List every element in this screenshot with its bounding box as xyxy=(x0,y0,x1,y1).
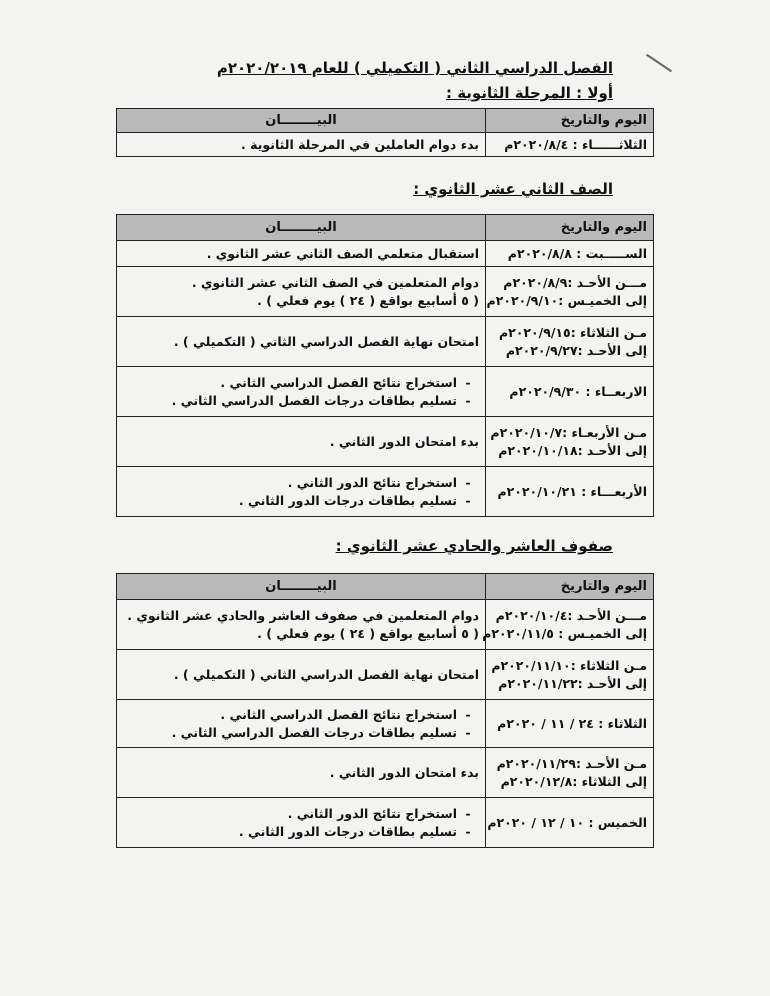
date-line: مـن الأحـد :٢٠٢٠/١١/٢٩م xyxy=(496,755,647,771)
date-line: الاربعــاء : ٢٠٢٠/٩/٣٠م xyxy=(509,383,647,399)
date-line: الثلاثاء : ٢٤ / ١١ / ٢٠٢٠م xyxy=(497,715,647,731)
table-row xyxy=(117,650,654,700)
date-cell xyxy=(486,367,654,417)
description-line: بدء دوام العاملين في المرحلة الثانوية . xyxy=(241,136,479,152)
description-line: امتحان نهاية الفصل الدراسي الثاني ( التكميلي ) . xyxy=(173,666,479,682)
description-cell xyxy=(117,133,486,157)
schedule-table-secondary xyxy=(116,108,654,157)
schedule-table-grade12 xyxy=(116,214,654,517)
description-line: استقبال متعلمي الصف الثاني عشر الثانوي . xyxy=(206,245,479,261)
table-row xyxy=(117,241,654,267)
header-date: اليوم والتاريخ xyxy=(486,109,654,133)
bullet-line: - تسليم بطاقات درجات الدور الثاني . xyxy=(123,492,479,510)
header-description: البيــــــــان xyxy=(117,574,486,600)
table-row xyxy=(117,317,654,367)
table-row xyxy=(117,133,654,157)
date-cell xyxy=(486,748,654,798)
description-line: امتحان نهاية الفصل الدراسي الثاني ( التكميلي ) . xyxy=(173,333,479,349)
description-cell xyxy=(117,748,486,798)
table-row xyxy=(117,417,654,467)
description-cell xyxy=(117,650,486,700)
description-line: ( ٥ أسابيع بواقع ( ٢٤ ) يوم فعلي ) . xyxy=(257,292,479,308)
description-line: بدء امتحان الدور الثاني . xyxy=(329,764,479,780)
date-line: إلى الثلاثاء :٢٠٢٠/١٢/٨م xyxy=(500,773,647,789)
description-cell xyxy=(117,241,486,267)
schedule-table-grades10-11 xyxy=(116,573,654,848)
date-cell xyxy=(486,650,654,700)
section-heading-grades10-11: صفوف العاشر والحادي عشر الثانوي : xyxy=(335,537,613,555)
table-row xyxy=(117,600,654,650)
description-cell xyxy=(117,600,486,650)
date-line: إلى الخميـس : ٢٠٢٠/١١/٥م xyxy=(482,625,647,641)
date-cell xyxy=(482,600,654,650)
bullet-line: - استخراج نتائج الدور الثاني . xyxy=(123,474,479,492)
table-row xyxy=(117,748,654,798)
description-line: دوام المتعلمين في صفوف العاشر والحادي عشر الثانوي . xyxy=(127,607,479,623)
bullet-line: - تسليم بطاقات درجات الفصل الدراسي الثاني . xyxy=(123,724,479,742)
date-line: مـــن الأحـد :٢٠٢٠/٨/٩م xyxy=(503,274,647,290)
date-cell xyxy=(486,798,654,848)
section-heading-grade12: الصف الثاني عشر الثانوي : xyxy=(413,180,613,198)
date-line: مـــن الأحـد :٢٠٢٠/١٠/٤م xyxy=(495,607,647,623)
bullet-line: - استخراج نتائج الفصل الدراسي الثاني . xyxy=(123,374,479,392)
date-line: إلى الأحـد :٢٠٢٠/٩/٢٧م xyxy=(505,342,647,358)
header-description: البيــــــــان xyxy=(117,215,486,241)
date-line: إلى الأحـد :٢٠٢٠/١١/٢٢م xyxy=(498,675,647,691)
date-cell xyxy=(486,241,654,267)
date-cell xyxy=(486,133,654,157)
table-row xyxy=(117,798,654,848)
description-line: دوام المتعلمين في الصف الثاني عشر الثانوي . xyxy=(191,274,479,290)
pen-stroke xyxy=(646,54,672,72)
header-date: اليوم والتاريخ xyxy=(486,215,654,241)
date-cell xyxy=(486,467,654,517)
section-heading-secondary: أولا : المرحلة الثانوية : xyxy=(445,84,613,102)
date-cell xyxy=(486,317,654,367)
table-row xyxy=(117,267,654,317)
table-row xyxy=(117,367,654,417)
date-cell xyxy=(486,267,654,317)
date-line: مـن الثلاثاء :٢٠٢٠/٩/١٥م xyxy=(498,324,647,340)
description-cell xyxy=(117,700,486,748)
description-cell xyxy=(117,798,486,848)
date-line: الثلاثــــــاء : ٢٠٢٠/٨/٤م xyxy=(504,136,647,152)
description-cell xyxy=(117,367,486,417)
description-line: ( ٥ أسابيع بواقع ( ٢٤ ) يوم فعلي ) . xyxy=(257,625,479,641)
date-line: مـن الثلاثاء :٢٠٢٠/١١/١٠م xyxy=(491,657,647,673)
bullet-line: - استخراج نتائج الدور الثاني . xyxy=(123,805,479,823)
table-row xyxy=(117,700,654,748)
date-line: الأربعـــاء : ٢٠٢٠/١٠/٢١م xyxy=(497,483,647,499)
date-line: إلى الأحـد :٢٠٢٠/١٠/١٨م xyxy=(498,442,647,458)
date-cell xyxy=(486,700,654,748)
description-cell xyxy=(117,267,486,317)
date-line: الســـــبت : ٢٠٢٠/٨/٨م xyxy=(507,245,647,261)
date-line: الخميس : ١٠ / ١٢ / ٢٠٢٠م xyxy=(487,814,647,830)
description-cell xyxy=(117,417,486,467)
bullet-line: - تسليم بطاقات درجات الدور الثاني . xyxy=(123,823,479,841)
document-title: الفصل الدراسي الثاني ( التكميلي ) للعام ٢٠٢٠/٢٠١٩م xyxy=(216,59,613,77)
date-line: مـن الأربعـاء :٢٠٢٠/١٠/٧م xyxy=(490,424,647,440)
bullet-line: - تسليم بطاقات درجات الفصل الدراسي الثاني . xyxy=(123,392,479,410)
description-cell xyxy=(117,317,486,367)
bullet-line: - استخراج نتائج الفصل الدراسي الثاني . xyxy=(123,706,479,724)
header-date: اليوم والتاريخ xyxy=(486,574,654,600)
description-line: بدء امتحان الدور الثاني . xyxy=(329,433,479,449)
description-cell xyxy=(117,467,486,517)
table-row xyxy=(117,467,654,517)
date-line: إلى الخميـس :٢٠٢٠/٩/١٠م xyxy=(486,292,647,308)
header-description: البيــــــــان xyxy=(117,109,486,133)
date-cell xyxy=(486,417,654,467)
